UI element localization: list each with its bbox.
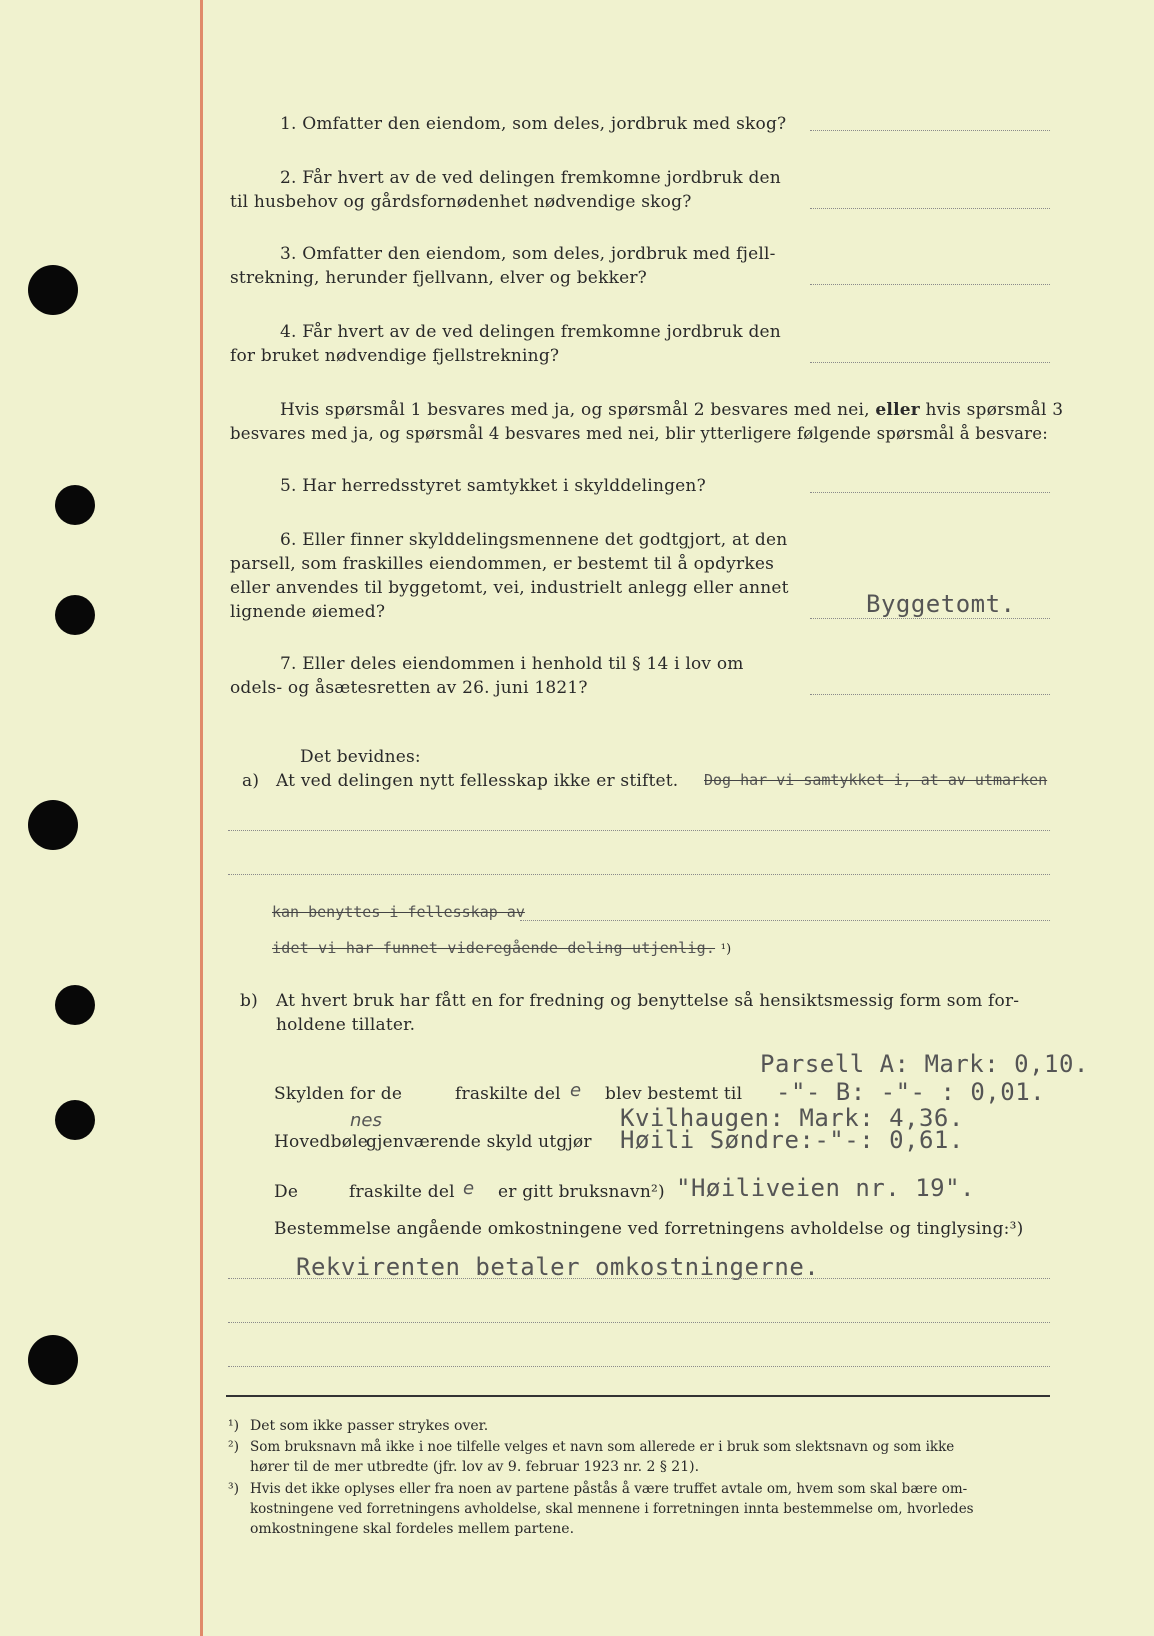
de-label: De [274, 1182, 299, 1202]
footnote-2-line-2: hører til de mer utbredte (jfr. lov av 9. februar 1923 nr. 2 § 21). [250, 1459, 700, 1475]
question-6-line-3: eller anvendes til byggetomt, vei, industrielt anlegg eller annet [230, 578, 789, 598]
punch-hole [28, 1335, 78, 1385]
de-label-2: fraskilte del [349, 1182, 455, 1202]
footnote-1-mark: ¹) [228, 1418, 240, 1434]
answer-line-4 [810, 362, 1050, 363]
question-2-line-1: 2. Får hvert av de ved delingen fremkomne jordbruk den [280, 168, 781, 188]
omkostning-line-2 [228, 1322, 1050, 1323]
bevidnes-a-label: a) [242, 771, 260, 791]
kvilhaugen-value: Kvilhaugen: Mark: 4,36. [620, 1104, 964, 1132]
footnote-1: Det som ikke passer strykes over. [250, 1418, 489, 1434]
hoved-label-2: gjenværende skyld utgjør [366, 1132, 592, 1152]
condition-line-2: besvares med ja, og spørsmål 4 besvares med nei, blir ytterligere følgende spørsmål å besvare: [230, 424, 1048, 443]
footnote-3-line-2: kostningene ved forretningens avholdelse, skal mennene i forretningen innta bestemmelse om, hvorledes [250, 1501, 974, 1517]
omkostning-line-1 [228, 1278, 1050, 1279]
condition-bold-eller: eller [875, 400, 920, 420]
bevidnes-heading: Det bevidnes: [300, 747, 421, 767]
question-4-line-2: for bruket nødvendige fjellstrekning? [230, 346, 560, 366]
parsell-b-value: -"- B: -"- : 0,01. [776, 1078, 1046, 1106]
footnote-2-line-1: Som bruksnavn må ikke i noe tilfelle velges et navn som allerede er i bruk som slektsnavn og som ikke [250, 1439, 955, 1455]
skyld-label-3: blev bestemt til [605, 1084, 743, 1104]
answer-line-5 [810, 492, 1050, 493]
answer-6-value: Byggetomt. [866, 590, 1016, 618]
answer-line-7 [810, 694, 1050, 695]
bevidnes-a-text: At ved delingen nytt fellesskap ikke er stiftet. [276, 771, 679, 791]
punch-hole [28, 800, 78, 850]
answer-line-2 [810, 208, 1050, 209]
question-3-line-1: 3. Omfatter den eiendom, som deles, jordbruk med fjell- [280, 244, 776, 264]
de-label-3: er gitt bruksnavn²) [498, 1182, 665, 1202]
bevidnes-struck-2: kan benyttes i fellesskap av [272, 903, 525, 921]
de-hand-e: e [463, 1178, 475, 1199]
question-1: 1. Omfatter den eiendom, som deles, jordbruk med skog? [280, 114, 787, 134]
footnote-3-line-1: Hvis det ikke oplyses eller fra noen av partene påstås å være truffet avtale om, hvem som skal bære om- [250, 1481, 968, 1497]
bevidnes-struck-3: idet vi har funnet videregående deling utjenlig. [272, 939, 716, 957]
question-5: 5. Har herredsstyret samtykket i skylddelingen? [280, 476, 706, 496]
punch-hole [28, 265, 78, 315]
question-7-line-1: 7. Eller deles eiendommen i henhold til § 14 i lov om [280, 654, 744, 674]
condition-text-b: hvis spørsmål 3 [925, 400, 1064, 420]
question-2-line-2: til husbehov og gårdsfornødenhet nødvendige skog? [230, 192, 692, 212]
bevidnes-blank-line-1 [228, 830, 1050, 831]
omkostning-line-3 [228, 1366, 1050, 1367]
bevidnes-b-label: b) [240, 991, 258, 1011]
answer-line-3 [810, 284, 1050, 285]
bevidnes-blank-line-3 [520, 920, 1050, 921]
punch-hole [55, 985, 95, 1025]
question-3-line-2: strekning, herunder fjellvann, elver og bekker? [230, 268, 647, 288]
bevidnes-b-line-1: At hvert bruk har fått en for fredning og benyttelse så hensiktsmessig form som for- [276, 991, 1020, 1011]
condition-line-1 [280, 398, 1063, 422]
margin-line [200, 0, 203, 1636]
hoved-label-1: Hovedbøle [274, 1132, 369, 1152]
question-6-line-2: parsell, som fraskilles eiendommen, er bestemt til å opdyrkes [230, 554, 775, 574]
omkostning-value: Rekvirenten betaler omkostningerne. [296, 1253, 820, 1281]
bruksnavn-value: "Høiliveien nr. 19". [676, 1174, 975, 1202]
bevidnes-blank-line-2 [228, 874, 1050, 875]
bevidnes-a-struck: Dog har vi samtykket i, at av utmarken [704, 771, 1048, 789]
bevidnes-struck-3-line [272, 936, 731, 962]
punch-hole [55, 595, 95, 635]
question-6-line-4: lignende øiemed? [230, 602, 386, 622]
skyld-hand-e: e [570, 1080, 582, 1101]
skyld-label-2: fraskilte del [455, 1084, 561, 1104]
question-6-line-1: 6. Eller finner skylddelingsmennene det godtgjort, at den [280, 530, 788, 550]
condition-text-a: Hvis spørsmål 1 besvares med ja, og spørsmål 2 besvares med nei, [280, 400, 870, 420]
skyld-label-1: Skylden for de [274, 1084, 403, 1104]
answer-line-6 [810, 618, 1050, 619]
footnote-3-mark: ³) [228, 1481, 240, 1497]
footnote-2-mark: ²) [228, 1439, 240, 1455]
omkostning-label: Bestemmelse angående omkostningene ved forretningens avholdelse og tinglysing:³) [274, 1219, 1024, 1239]
bevidnes-struck-3-sup: ¹) [720, 942, 732, 957]
punch-hole [55, 1100, 95, 1140]
hoved-hand-nes: nes [350, 1110, 382, 1131]
footnote-rule [226, 1395, 1050, 1397]
question-4-line-1: 4. Får hvert av de ved delingen fremkomne jordbruk den [280, 322, 781, 342]
parsell-a-value: Parsell A: Mark: 0,10. [760, 1050, 1089, 1078]
punch-hole [55, 485, 95, 525]
footnote-3-line-3: omkostningene skal fordeles mellem partene. [250, 1521, 575, 1537]
question-7-line-2: odels- og åsætesretten av 26. juni 1821? [230, 678, 588, 698]
hoili-value: Høili Søndre:-"-: 0,61. [620, 1126, 964, 1154]
answer-line-1 [810, 130, 1050, 131]
bevidnes-b-line-2: holdene tillater. [276, 1015, 416, 1035]
